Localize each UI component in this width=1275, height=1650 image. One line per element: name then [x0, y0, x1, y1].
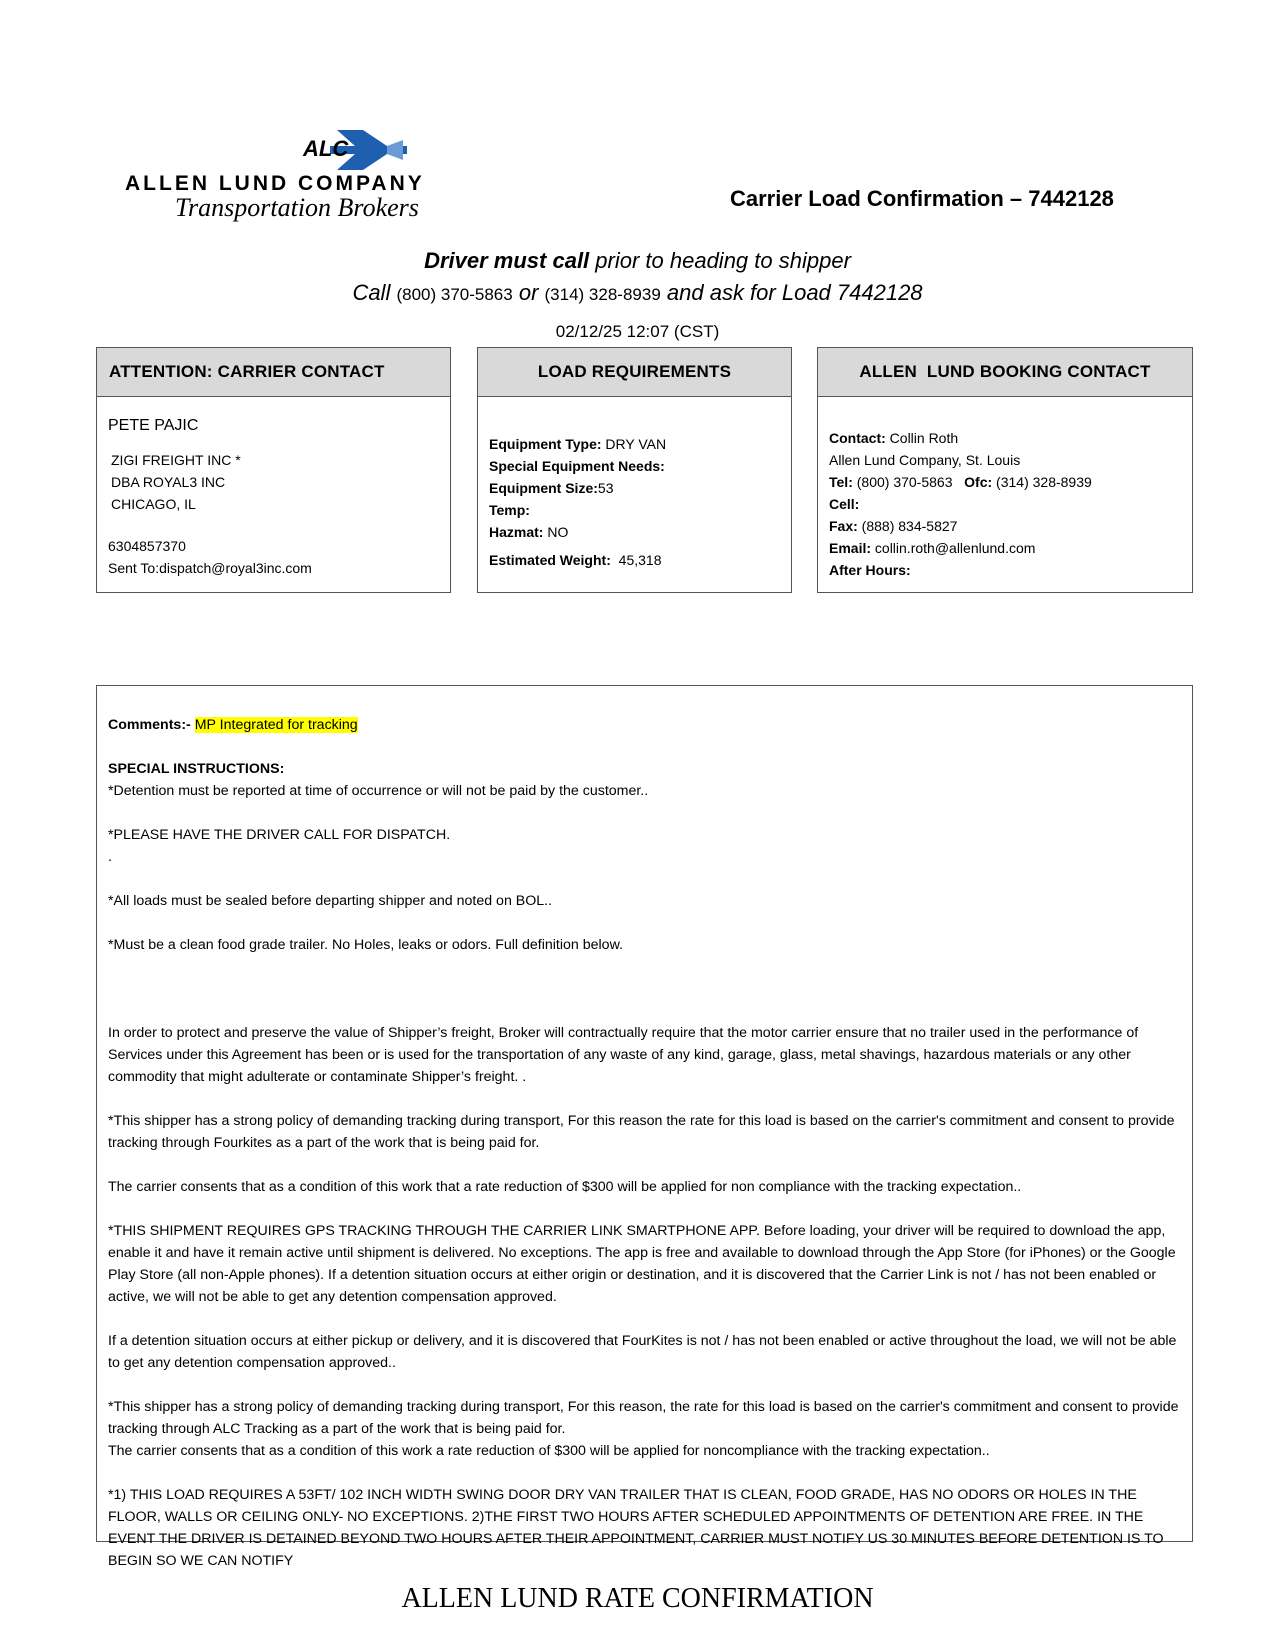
booking-email [829, 537, 1181, 559]
call-instruction [0, 280, 1275, 306]
special-needs-label: Special Equipment Needs: [489, 458, 665, 474]
driver-instruction [0, 248, 1275, 274]
weight-label: Estimated Weight: [489, 552, 611, 568]
hazmat-value: NO [543, 524, 569, 540]
load-requirements-heading: LOAD REQUIREMENTS [478, 348, 791, 397]
instruction-fourkites-tracking: *This shipper has a strong policy of demanding tracking during transport, For this reason the rate for this load is based on the carrier's commitment and consent to provide tracking through Fourkites as a part of the work that is being paid for. [108, 1113, 1175, 1151]
call-phone-1: (800) 370-5863 [396, 285, 513, 304]
estimated-weight [489, 549, 780, 571]
fax-label: Fax: [829, 518, 858, 534]
comments-box [96, 685, 1193, 1569]
email-label: Email: [829, 540, 872, 556]
comments-line [108, 714, 1181, 736]
carrier-company: ZIGI FREIGHT INC * [111, 452, 241, 468]
carrier-dba: DBA ROYAL3 INC [111, 474, 226, 490]
logo-graphic [125, 128, 595, 238]
equipment-size-value: 53 [597, 480, 614, 496]
carrier-contact-heading: ATTENTION: CARRIER CONTACT [97, 348, 450, 397]
instruction-contamination: In order to protect and preserve the value of Shipper’s freight, Broker will contractually require that the motor carrier ensure that no trailer used in the performance of Services under this Agreement has been or is used for the transportation of any waste of any kind, garage, glass, metal shavings, hazardous materials or any other commodity that might adulterate or contaminate Shipper’s freight. . [108, 1025, 1139, 1085]
equipment-type [489, 433, 780, 455]
temp [489, 499, 780, 521]
call-rest: and ask for Load 7442128 [660, 280, 923, 305]
booking-fax [829, 515, 1181, 537]
instruction-detention: *Detention must be reported at time of occurrence or will not be paid by the customer.. [108, 783, 649, 799]
comments-label: Comments:- [108, 717, 191, 733]
carrier-city: CHICAGO, IL [111, 496, 196, 512]
load-requirements-box [477, 347, 792, 593]
instruction-fourkites-detention: If a detention situation occurs at either pickup or delivery, and it is discovered that FourKites is not / has not been enabled or active throughout the load, we will not be able to get any detention compensation approved.. [108, 1333, 1177, 1371]
carrier-sent-to: Sent To:dispatch@royal3inc.com [108, 560, 312, 576]
instruction-sealed: *All loads must be sealed before departing shipper and noted on BOL.. [108, 893, 553, 909]
logo-mark-text: ALC [303, 136, 349, 161]
booking-contact-heading: ALLEN LUND BOOKING CONTACT [818, 348, 1192, 397]
instruction-food-grade: *Must be a clean food grade trailer. No Holes, leaks or odors. Full definition below. [108, 937, 623, 953]
carrier-phone: 6304857370 [108, 538, 186, 554]
tel-value: (800) 370-5863 [852, 474, 965, 490]
footer-title: ALLEN LUND RATE CONFIRMATION [401, 1583, 874, 1614]
booking-after-hours [829, 559, 1181, 581]
instruction-rate-reduction: The carrier consents that as a condition of this work that a rate reduction of $300 will be applied for non compliance with the tracking expectation.. [108, 1179, 1022, 1195]
carrier-contact-name: PETE PAJIC [108, 417, 199, 434]
hazmat-label: Hazmat: [489, 524, 544, 540]
confirmation-datetime: 02/12/25 12:07 (CST) [555, 322, 720, 341]
after-hours-label: After Hours: [829, 562, 911, 578]
equipment-size-label: Equipment Size: [489, 480, 598, 496]
special-instructions-heading: SPECIAL INSTRUCTIONS: [108, 761, 285, 777]
comments-highlight: MP Integrated for tracking [194, 717, 358, 733]
instruction-carrier-link: *THIS SHIPMENT REQUIRES GPS TRACKING THROUGH THE CARRIER LINK SMARTPHONE APP. Before loading, your driver will be required to download the app, enable it and have it remain active until shipment is delivered. No exceptions. The app is free and available to download through the App Store (for iPhones) or the Google Play Store (all non-Apple phones). If a detention situation occurs at either origin or destination, and it is discovered that the Carrier Link is not / has not been enabled or active, we will not be able to get any detention compensation approved. [108, 1223, 1176, 1305]
contact-value: Collin Roth [885, 430, 959, 446]
fax-value: (888) 834-5827 [857, 518, 958, 534]
tel-label: Tel: [829, 474, 853, 490]
instruction-alc-tracking: *This shipper has a strong policy of demanding tracking during transport, For this reason, the rate for this load is based on the carrier's commitment and consent to provide tracking through ALC Tracking as a part of the work that is being paid for. The carrier consents that as a condition of this work a rate reduction of $300 will be applied for noncompliance with the tracking expectation.. [108, 1399, 1179, 1459]
logo-company-name: ALLEN LUND COMPANY [125, 172, 425, 195]
carrier-contact-box [96, 347, 451, 593]
page-title: Carrier Load Confirmation – 7442128 [730, 186, 1114, 211]
instruction-dispatch: *PLEASE HAVE THE DRIVER CALL FOR DISPATCH. . [108, 827, 451, 865]
booking-contact-box [817, 347, 1193, 593]
call-phone-2: (314) 328-8939 [544, 285, 661, 304]
booking-office: Allen Lund Company, St. Louis [829, 452, 1021, 468]
booking-contact-name [829, 427, 1181, 449]
company-logo [125, 128, 595, 238]
temp-label: Temp: [489, 502, 530, 518]
ofc-label: Ofc: [964, 474, 993, 490]
weight-value: 45,318 [610, 552, 662, 568]
instruction-trailer-requirements: *1) THIS LOAD REQUIRES A 53FT/ 102 INCH WIDTH SWING DOOR DRY VAN TRAILER THAT IS CLEAN, FOOD GRADE, HAS NO ODORS OR HOLES IN THE FLOOR, WALLS OR CEILING ONLY- NO EXCEPTIONS. 2)THE FIRST TWO HOURS AFTER SCHEDULED APPOINTMENTS OF DETENTION ARE FREE. IN THE EVENT THE DRIVER IS DETAINED BEYOND TWO HOURS AFTER THEIR APPOINTMENT, CARRIER MUST NOTIFY US 30 MINUTES BEFORE DETENTION IS TO BEGIN SO WE CAN NOTIFY [108, 1487, 1164, 1569]
booking-tel [829, 471, 1181, 493]
hazmat [489, 521, 780, 543]
equipment-size [489, 477, 780, 499]
equipment-type-label: Equipment Type: [489, 436, 602, 452]
contact-label: Contact: [829, 430, 886, 446]
email-link[interactable]: collin.roth@allenlund.com [871, 540, 1036, 556]
driver-instruction-rest: prior to heading to shipper [589, 248, 851, 273]
driver-instruction-bold: Driver must call [424, 248, 590, 273]
call-word: Call [352, 280, 397, 305]
cell-label: Cell: [829, 496, 860, 512]
equipment-type-value: DRY VAN [601, 436, 667, 452]
ofc-value: (314) 328-8939 [992, 474, 1092, 490]
logo-tagline: Transportation Brokers [175, 193, 419, 222]
special-equipment-needs [489, 455, 780, 477]
booking-cell [829, 493, 1181, 515]
or-word: or [512, 280, 545, 305]
